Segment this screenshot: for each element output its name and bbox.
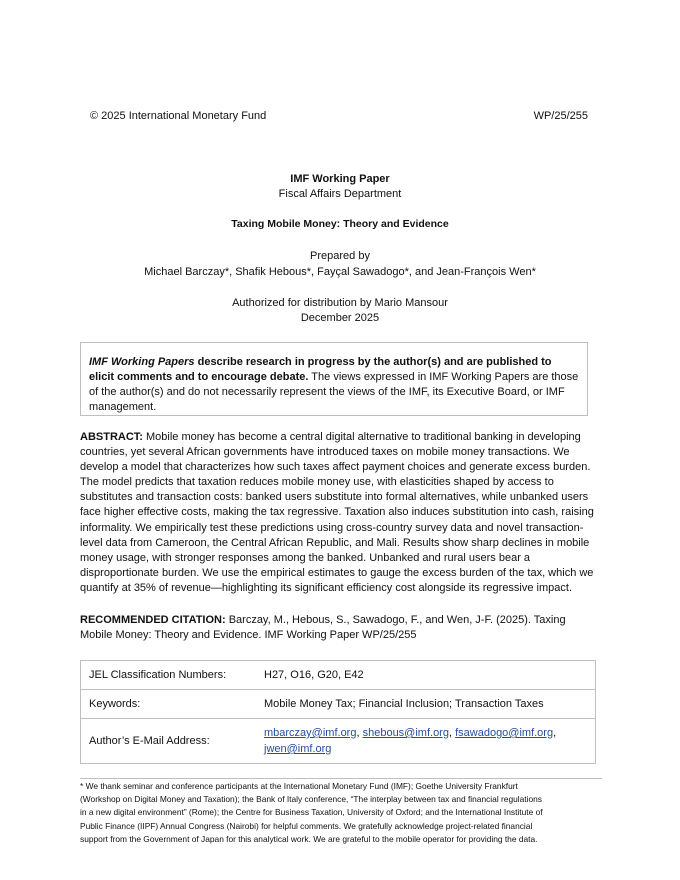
jel-codes: H27, O16, G20, E42	[256, 661, 596, 690]
jel-row	[81, 661, 596, 690]
footnote-rule	[80, 778, 602, 779]
paper-title: Taxing Mobile Money: Theory and Evidence	[231, 218, 449, 230]
email-row	[81, 719, 596, 764]
disclaimer-body: The views expressed in IMF Working Papers are those of the author(s) and do not necessarily represent the views of the IMF, its Executive Board, or IMF management.	[89, 371, 579, 413]
disclaimer-box	[80, 342, 588, 416]
copyright-notice: © 2025 International Monetary Fund	[90, 110, 267, 122]
author-list: Michael Barczay*, Shafik Hebous*, Fayçal Sawadogo*, and Jean-François Wen*	[144, 266, 536, 278]
jel-label: JEL Classification Numbers:	[81, 661, 257, 690]
recommended-citation	[80, 613, 598, 643]
abstract-text: Mobile money has become a central digital alternative to traditional banking in developing countries, yet several African governments have introduced taxes on mobile money transactions. We develop a model that characterizes how such taxes affect payment choices and generate excess burden. The model predicts that taxation reduces mobile money use, with elasticities shaped by access to substitutes and transaction costs: banked users substitute into formal alternatives, while unbanked users face higher effective costs, making the tax regressive. Taxation also induces substitution into cash, raising informality. We empirically test these predictions using cross-country survey data and novel transaction-level data from Cameroon, the Central African Republic, and Mali. Results show sharp declines in mobile money usage, with stronger responses among the banked. Unbanked and rural users bear a disproportionate burden. We use the empirical estimates to gauge the excess burden of the tax, which we quantify at 35% of revenue—highlighting its significant efficiency cost alongside its regressive impact.	[80, 431, 594, 594]
prepared-by: Prepared by	[310, 250, 370, 262]
keywords-label: Keywords:	[81, 690, 257, 719]
email-label: Author’s E-Mail Address:	[81, 719, 257, 764]
series-title: IMF Working Paper	[290, 173, 390, 185]
keywords-row	[81, 690, 596, 719]
keywords-value: Mobile Money Tax; Financial Inclusion; Transaction Taxes	[256, 690, 596, 719]
publication-date: December 2025	[300, 312, 380, 324]
paper-info-table	[80, 660, 596, 764]
email-link-sawadogo[interactable]: fsawadogo@imf.org	[455, 727, 554, 739]
citation-text: Barczay, M., Hebous, S., Sawadogo, F., and Wen, J-F. (2025). Taxing Mobile Money: Theory and Evidence. IMF Working Paper WP/25/255	[80, 614, 566, 642]
abstract	[80, 430, 598, 596]
email-link-hebous[interactable]: shebous@imf.org	[362, 727, 449, 739]
email-list: mbarczay@imf.org, shebous@imf.org, fsawadogo@imf.org, jwen@imf.org	[256, 719, 596, 764]
disclaimer-lead: IMF Working Papers	[89, 356, 195, 368]
working-paper-number: WP/25/255	[533, 110, 588, 122]
citation-label: RECOMMENDED CITATION:	[80, 614, 226, 626]
department: Fiscal Affairs Department	[278, 188, 402, 200]
email-link-wen[interactable]: jwen@imf.org	[264, 743, 332, 755]
authorization: Authorized for distribution by Mario Mansour	[232, 297, 448, 309]
disclaimer-bold: describe research in progress by the author(s) and are published to elicit comments and to encourage debate.	[89, 356, 552, 383]
disclaimer-text	[89, 355, 579, 415]
acknowledgement-footnote: * We thank seminar and conference participants at the International Monetary Fund (IMF); Goethe University Frankfurt (Workshop on Digital Money and Taxation); the Bank of Italy conference, “The interplay between tax and financial regulations in a new digital environment” (Rome); the Centre for Business Taxation, University of Oxford; and the International Institute of Public Finance (IIPF) Annual Congress (Nairobi) for helpful comments. We gratefully acknowledge project-related financial support from the Government of Japan for this analytical work. We are grateful to the mobile operator for providing the data.	[80, 781, 543, 844]
email-link-barczay[interactable]: mbarczay@imf.org	[264, 727, 357, 739]
abstract-label: ABSTRACT:	[80, 431, 143, 443]
